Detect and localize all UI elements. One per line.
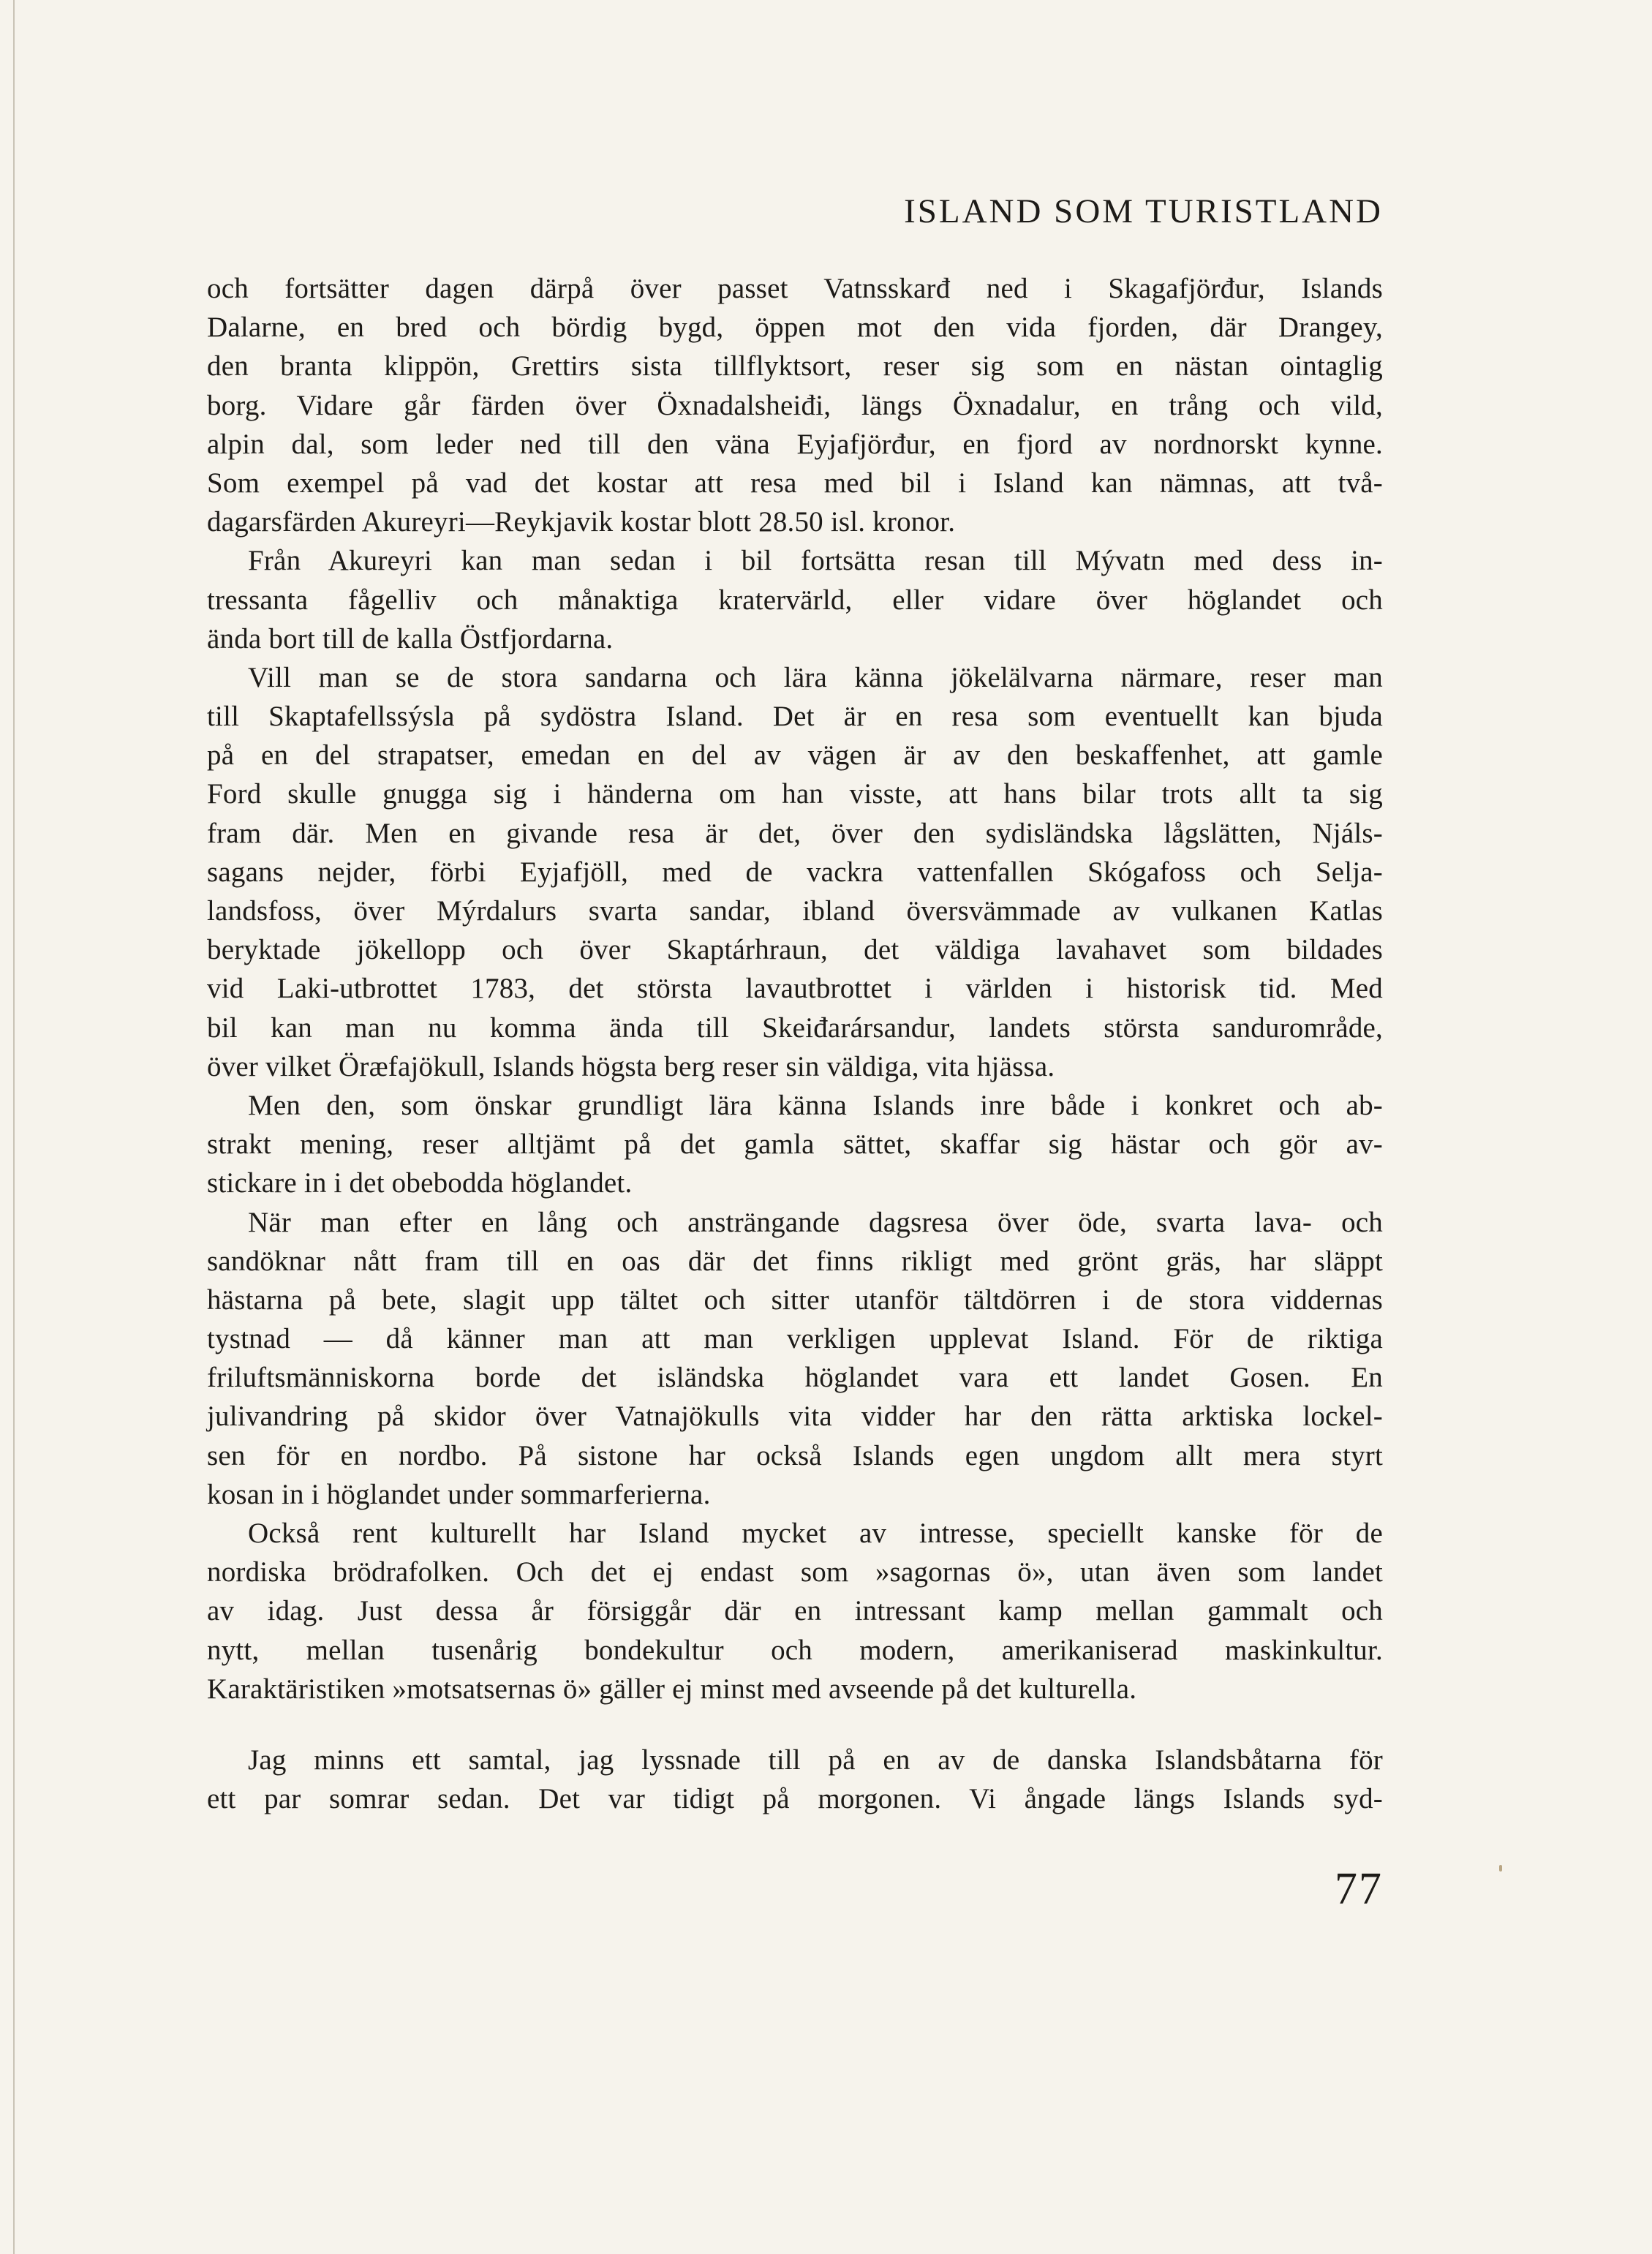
text-line: alpin dal, som leder ned till den väna Eyjafjörđur, en fjord av nordnorskt kynne. bbox=[207, 428, 1383, 460]
text-line: stickare in i det obebodda höglandet. bbox=[207, 1167, 633, 1199]
text-line: Vill man se de stora sandarna och lära känna jökelälvarna närmare, reser man bbox=[248, 661, 1383, 693]
text-line: Också rent kulturellt har Island mycket av intresse, speciellt kanske för de bbox=[248, 1518, 1383, 1549]
text-line: Karaktäristiken »motsatsernas ö» gäller ej minst med avseende på det kulturella. bbox=[207, 1673, 1137, 1705]
text-line: friluftsmänniskorna borde det isländska höglandet vara ett landet Gosen. En bbox=[207, 1362, 1383, 1394]
text-line: på en del strapatser, emedan en del av vägen är av den beskaffenhet, att gamle bbox=[207, 739, 1383, 772]
text-line: Jag minns ett samtal, jag lyssnade till på en av de danska Islandsbåtarna för bbox=[248, 1744, 1383, 1776]
text-line: tystnad — då känner man att man verkligen upplevat Island. För de riktiga bbox=[207, 1323, 1383, 1355]
text-line: tressanta fågelliv och månaktiga kratervärld, eller vidare över höglandet och bbox=[207, 584, 1383, 616]
text-line: den branta klippön, Grettirs sista tillflyktsort, reser sig som en nästan ointaglig bbox=[207, 350, 1383, 382]
text-line: När man efter en lång och ansträngande dagsresa över öde, svarta lava- och bbox=[248, 1206, 1383, 1238]
text-line: Ford skulle gnugga sig i händerna om han visste, att hans bilar trots allt ta sig bbox=[207, 778, 1383, 810]
text-line: sagans nejder, förbi Eyjafjöll, med de vackra vattenfallen Skógafoss och Selja- bbox=[207, 856, 1383, 888]
text-line: och fortsätter dagen därpå över passet Vatnsskarđ ned i Skagafjörđur, Islands bbox=[207, 273, 1383, 304]
text-line: beryktade jökellopp och över Skaptárhraun, det väldiga lavahavet som bildades bbox=[207, 934, 1383, 966]
text-line: Dalarne, en bred och bördig bygd, öppen mot den vida fjorden, där Drangey, bbox=[207, 312, 1383, 344]
text-line: borg. Vidare går färden över Öxnadalsheiđi, längs Öxnadalur, en trång och vild, bbox=[207, 389, 1383, 421]
text-line: nytt, mellan tusenårig bondekultur och modern, amerikaniserad maskinkultur. bbox=[207, 1634, 1383, 1666]
text-line: sen för en nordbo. På sistone har också Islands egen ungdom allt mera styrt bbox=[207, 1439, 1383, 1471]
running-head: ISLAND SOM TURISTLAND bbox=[904, 192, 1383, 230]
text-line: Som exempel på vad det kostar att resa med bil i Island kan nämnas, att två- bbox=[207, 467, 1383, 499]
page-edge-divider bbox=[13, 0, 15, 2254]
text-line: ända bort till de kalla Östfjordarna. bbox=[207, 622, 614, 655]
text-line: Från Akureyri kan man sedan i bil fortsätta resan till Mývatn med dess in- bbox=[248, 545, 1383, 577]
body-text bbox=[207, 269, 1383, 1818]
text-line: vid Laki-utbrottet 1783, det största lavautbrottet i världen i historisk tid. Med bbox=[207, 973, 1383, 1005]
text-line: strakt mening, reser alltjämt på det gamla sättet, skaffar sig hästar och gör av- bbox=[207, 1128, 1383, 1161]
text-line: kosan in i höglandet under sommarferierna. bbox=[207, 1478, 711, 1510]
text-line: ett par somrar sedan. Det var tidigt på morgonen. Vi ångade längs Islands syd- bbox=[207, 1783, 1383, 1815]
text-line: hästarna på bete, slagit upp tältet och sitter utanför tältdörren i de stora viddernas bbox=[207, 1284, 1383, 1316]
text-line: nordiska brödrafolken. Och det ej endast som »sagornas ö», utan även som landet bbox=[207, 1556, 1383, 1588]
section-gap bbox=[207, 1708, 1383, 1741]
text-line: till Skaptafellssýsla på sydöstra Island. Det är en resa som eventuellt kan bjuda bbox=[207, 701, 1383, 733]
text-line: sandöknar nått fram till en oas där det finns rikligt med grönt gräs, har släppt bbox=[207, 1245, 1383, 1277]
text-line: landsfoss, över Mýrdalurs svarta sandar, ibland översvämmade av vulkanen Katlas bbox=[207, 895, 1383, 927]
paper-speck bbox=[1499, 1865, 1502, 1872]
text-line: julivandring på skidor över Vatnajökulls vita vidder har den rätta arktiska lockel- bbox=[207, 1401, 1383, 1433]
text-line: Men den, som önskar grundligt lära känna Islands inre både i konkret och ab- bbox=[248, 1089, 1383, 1121]
text-line: över vilket Öræfajökull, Islands högsta berg reser sin väldiga, vita hjässa. bbox=[207, 1050, 1055, 1082]
text-line: av idag. Just dessa år försiggår där en intressant kamp mellan gammalt och bbox=[207, 1595, 1383, 1627]
text-line: bil kan man nu komma ända till Skeiđarársandur, landets största sandurområde, bbox=[207, 1011, 1383, 1044]
text-line: fram där. Men en givande resa är det, över den sydisländska lågslätten, Njáls- bbox=[207, 817, 1383, 849]
text-line: dagarsfärden Akureyri—Reykjavik kostar blott 28.50 isl. kronor. bbox=[207, 506, 956, 538]
page-number: 77 bbox=[1335, 1864, 1383, 1914]
